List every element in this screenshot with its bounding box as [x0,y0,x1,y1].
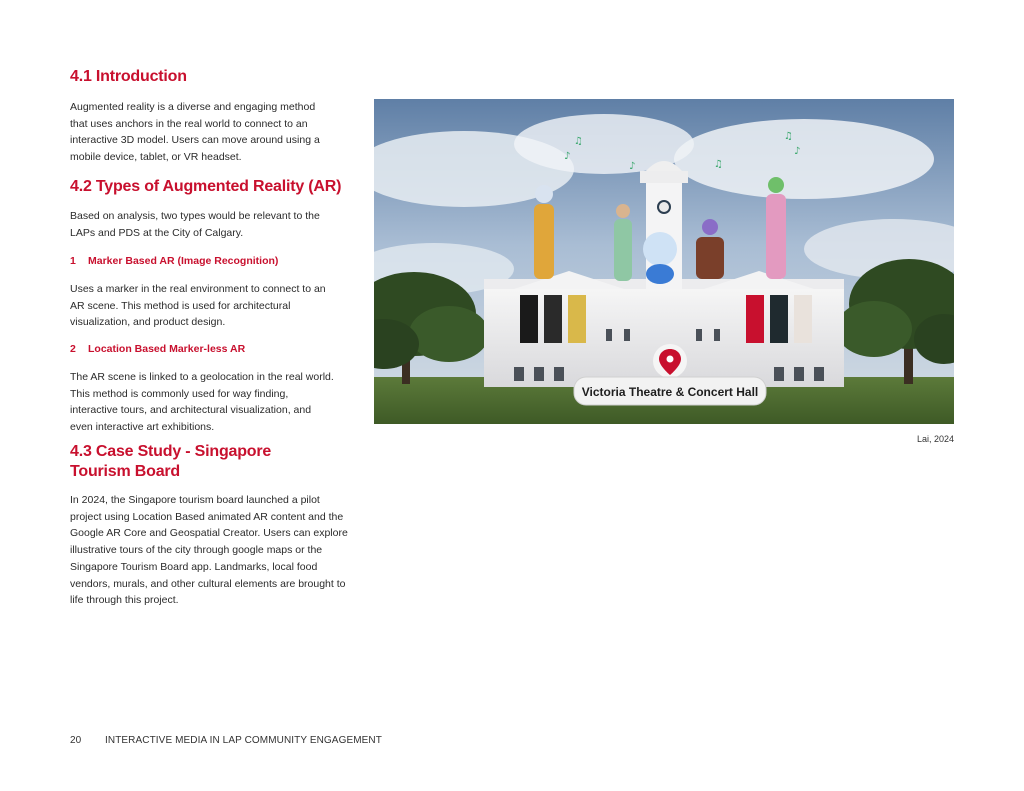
svg-text:♪: ♪ [629,161,636,172]
case-study-body: In 2024, the Singapore tourism board launched a pilot project using Location Based animated AR content and the Google AR Core and Geospatial Creator. Users can explore illustrative tours of the city through google maps or the Singapore Tourism Board app. Landmarks, local food vendors, murals, and other cultural elements are brought to life through this project. [70,494,348,607]
photo-caption: Lai, 2024 [916,434,954,444]
case-study-section [70,442,350,482]
case-study-heading-line1: 4.3 Case Study - Singapore [70,443,272,460]
victoria-theatre-label: Victoria Theatre & Concert Hall [581,385,759,399]
type-item-1-body-wrap [70,281,330,331]
svg-text:♫: ♫ [574,136,583,147]
svg-text:♪: ♪ [794,146,801,157]
page-footer [70,735,382,746]
page-number: 20 [70,735,82,746]
victoria-theatre-illustration [374,99,954,424]
type-item-1-number: 1 [70,255,76,267]
type-item-1-title [70,255,278,267]
footer-title: INTERACTIVE MEDIA IN LAP COMMUNITY ENGAGEMENT [105,735,382,746]
location-pin-icon [653,344,687,378]
type-item-2-body: The AR scene is linked to a geolocation in the real world. This method is commonly used for way finding, interactive tours, and architectural visualization, and even interactive art exhibitions. [70,371,334,434]
type-item-1-label: Marker Based AR (Image Recognition) [88,255,279,267]
types-body-wrap [70,208,335,241]
intro-heading: 4.1 Introduction [70,68,187,85]
type-item-1-body: Uses a marker in the real environment to connect to an AR scene. This method is used for architectural visualization, and product design. [70,283,326,329]
svg-text:♪: ♪ [564,151,571,162]
type-item-2-number: 2 [70,343,76,355]
intro-section [70,67,350,87]
type-item-2-label: Location Based Marker-less AR [88,343,246,355]
intro-body: Augmented reality is a diverse and engaging method that uses anchors in the real world to connect to an interactive 3D model. Users can move around using a mobile device, tablet, or VR headset. [70,101,320,164]
type-item-2-body-wrap [70,369,336,436]
types-section [70,177,350,197]
svg-text:♫: ♫ [784,131,793,142]
case-study-body-wrap [70,492,348,609]
types-body: Based on analysis, two types would be relevant to the LAPs and PDS at the City of Calgary. [70,210,320,239]
type-item-2-title [70,343,245,355]
svg-text:♫: ♫ [714,159,723,170]
intro-body-wrap [70,99,332,166]
case-study-photo [374,99,954,424]
case-study-heading-line2: Tourism Board [70,463,181,480]
types-heading: 4.2 Types of Augmented Reality (AR) [70,178,342,195]
